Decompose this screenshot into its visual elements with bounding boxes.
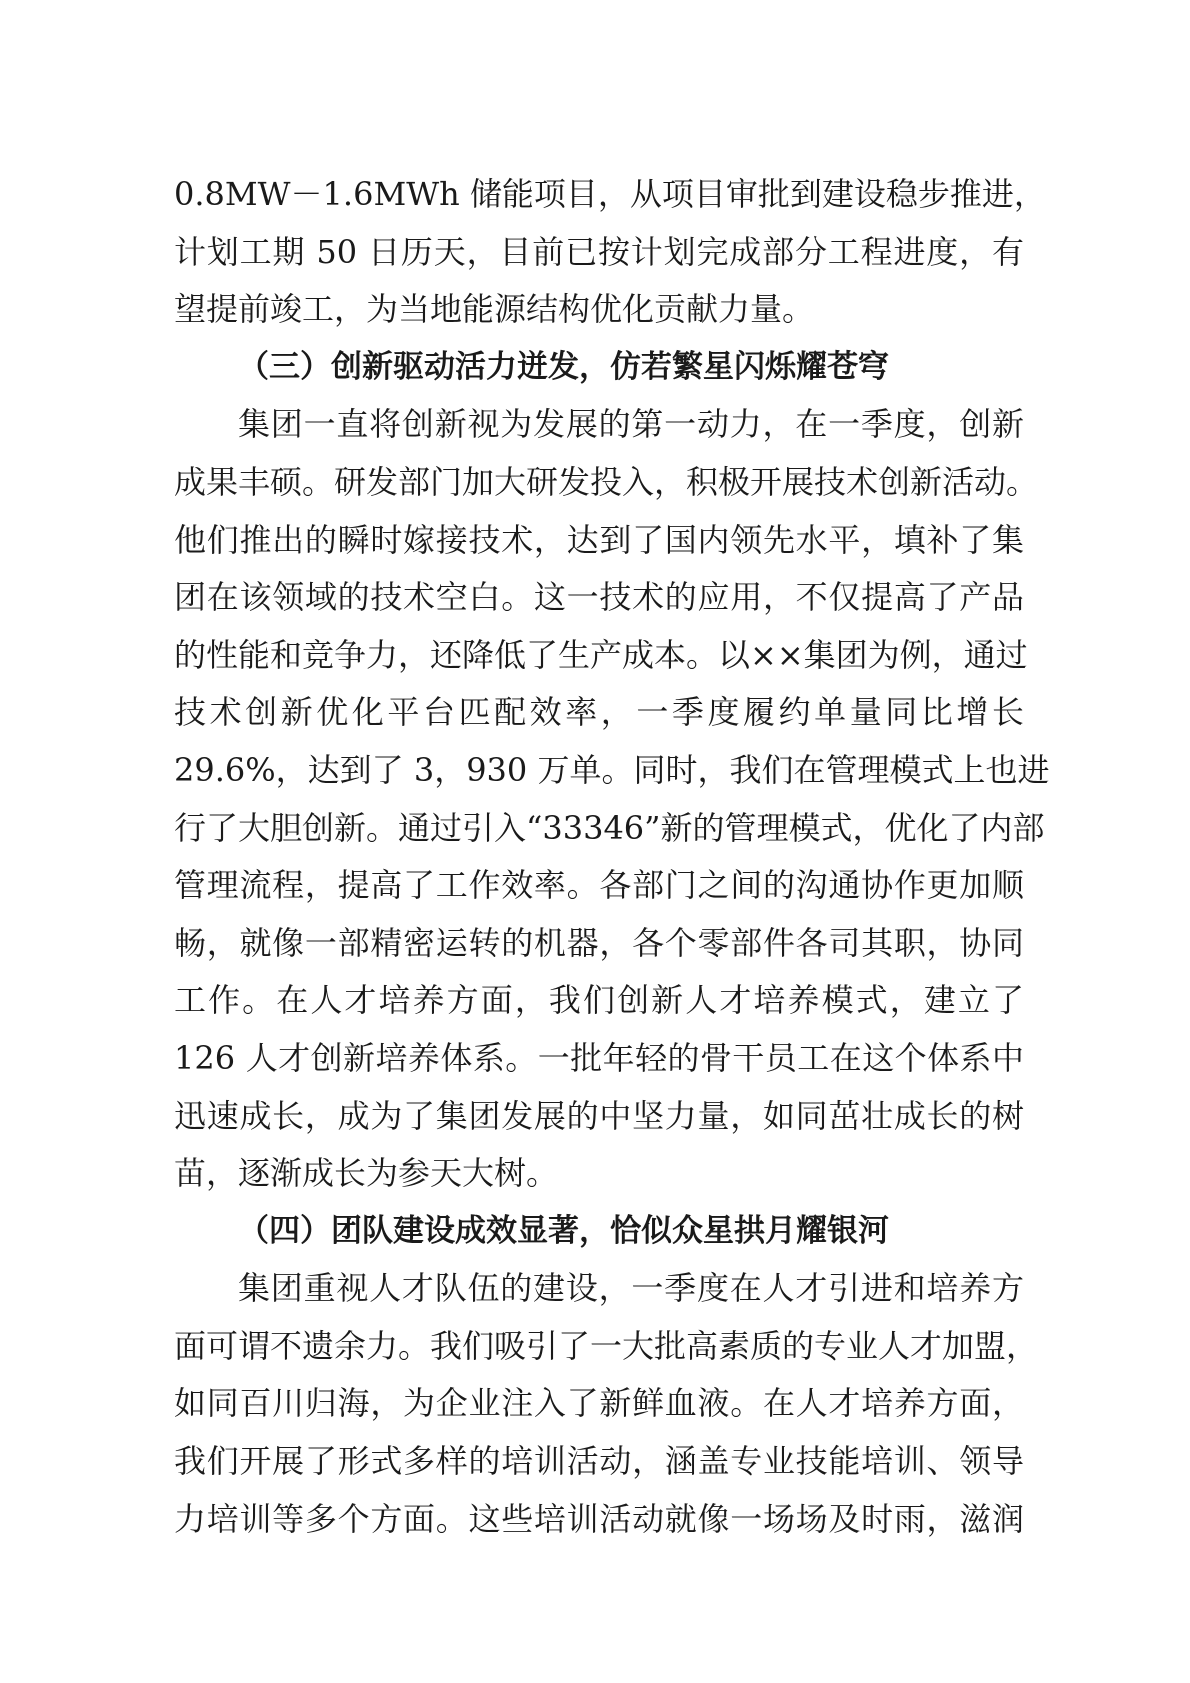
text-line: 畅，就像一部精密运转的机器，各个零部件各司其职，协同 bbox=[174, 923, 1024, 962]
paragraph-innovation bbox=[174, 396, 1050, 1202]
text-line: 团在该领域的技术空白。这一技术的应用，不仅提高了产品 bbox=[174, 578, 1024, 617]
text-line: 成果丰硕。研发部门加大研发投入，积极开展技术创新活动。 bbox=[174, 462, 1039, 501]
document-body bbox=[174, 166, 1050, 1548]
text-line: 他们推出的瞬时嫁接技术，达到了国内领先水平，填补了集 bbox=[174, 520, 1024, 559]
text-line: 工作。在人才培养方面，我们创新人才培养模式，建立了 bbox=[174, 981, 1024, 1020]
text-line: 0.8MW－1.6MWh 储能项目，从项目审批到建设稳步推进， bbox=[174, 175, 1046, 213]
text-line: 迅速成长，成为了集团发展的中坚力量，如同茁壮成长的树 bbox=[174, 1096, 1024, 1135]
text-line: 集团一直将创新视为发展的第一动力，在一季度，创新 bbox=[238, 405, 1024, 444]
section-heading-4: （四）团队建设成效显著，恰似众星拱月耀银河 bbox=[238, 1212, 889, 1249]
paragraph-project-progress bbox=[174, 166, 1046, 339]
text-line: 29.6%，达到了 3，930 万单。同时，我们在管理模式上也进 bbox=[174, 750, 1050, 789]
text-line: 苗，逐渐成长为参天大树。 bbox=[174, 1154, 559, 1193]
text-line: 望提前竣工，为当地能源结构优化贡献力量。 bbox=[174, 290, 815, 329]
text-line: 行了大胆创新。通过引入“33346”新的管理模式，优化了内部 bbox=[174, 808, 1045, 847]
text-line: 如同百川归海，为企业注入了新鲜血液。在人才培养方面， bbox=[174, 1384, 1024, 1423]
text-line: 管理流程，提高了工作效率。各部门之间的沟通协作更加顺 bbox=[174, 866, 1024, 905]
text-line: 力培训等多个方面。这些培训活动就像一场场及时雨，滋润 bbox=[174, 1499, 1024, 1538]
text-line: 集团重视人才队伍的建设，一季度在人才引进和培养方 bbox=[238, 1269, 1024, 1308]
text-line: 计划工期 50 日历天，目前已按计划完成部分工程进度，有 bbox=[174, 232, 1024, 271]
paragraph-team-building bbox=[174, 1260, 1039, 1548]
text-line: 的性能和竞争力，还降低了生产成本。以××集团为例，通过 bbox=[174, 635, 1028, 674]
text-line: 126 人才创新培养体系。一批年轻的骨干员工在这个体系中 bbox=[174, 1038, 1024, 1077]
text-line: 技术创新优化平台匹配效率，一季度履约单量同比增长 bbox=[174, 693, 1024, 732]
text-line: 我们开展了形式多样的培训活动，涵盖专业技能培训、领导 bbox=[174, 1442, 1024, 1481]
text-line: 面可谓不遗余力。我们吸引了一大批高素质的专业人才加盟， bbox=[174, 1326, 1039, 1365]
section-heading-3: （三）创新驱动活力迸发，仿若繁星闪烁耀苍穹 bbox=[238, 348, 889, 385]
